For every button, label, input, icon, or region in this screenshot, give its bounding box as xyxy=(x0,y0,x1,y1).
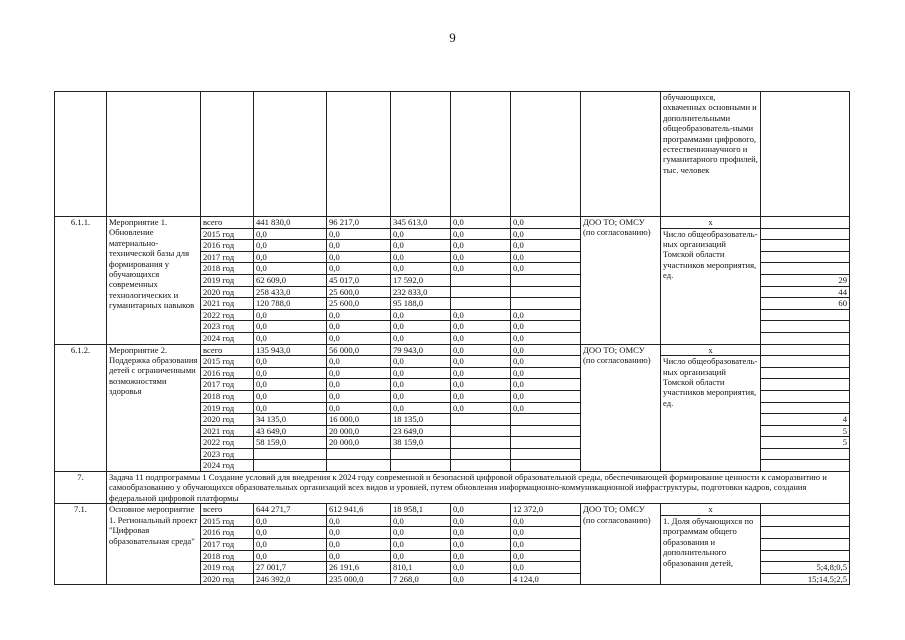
regional-cell: 18 958,1 xyxy=(391,504,451,516)
federal-cell: 0,0 xyxy=(327,539,391,551)
regional-cell: 0,0 xyxy=(391,527,451,539)
cell-empty xyxy=(201,92,254,217)
regional-cell: 0,0 xyxy=(391,321,451,333)
indicator-text: обучающихся, охваченных основными и дополнительными общеобразователь-ными программами цифрового, естественнонаучного и гуманитарного профилей, тыс. человек xyxy=(661,92,761,217)
federal-cell: 0,0 xyxy=(327,332,391,344)
federal-cell: 0,0 xyxy=(327,527,391,539)
total-cell: 0,0 xyxy=(254,228,327,240)
value-cell: 60 xyxy=(761,298,850,310)
extra-cell: 0,0 xyxy=(511,527,581,539)
year-cell: 2020 год xyxy=(201,286,254,298)
local-cell: 0,0 xyxy=(451,263,511,275)
federal-cell: 0,0 xyxy=(327,309,391,321)
value-cell xyxy=(761,402,850,414)
regional-cell: 0,0 xyxy=(391,263,451,275)
local-cell: 0,0 xyxy=(451,344,511,356)
federal-cell: 0,0 xyxy=(327,379,391,391)
extra-cell xyxy=(511,274,581,286)
indicator-cell: Число общеобразователь-ных организаций Томской области участников мероприятия, ед. xyxy=(661,356,761,472)
extra-cell xyxy=(511,448,581,460)
total-cell: 0,0 xyxy=(254,251,327,263)
year-cell: 2019 год xyxy=(201,274,254,286)
federal-cell: 235 000,0 xyxy=(327,573,391,585)
regional-cell: 0,0 xyxy=(391,539,451,551)
cell-empty xyxy=(254,92,327,217)
extra-cell: 0,0 xyxy=(511,251,581,263)
value-cell: 44 xyxy=(761,286,850,298)
indicator-cell: 1. Доля обучающихся по программам общего образования и дополнительного образования детей, xyxy=(661,515,761,585)
local-cell: 0,0 xyxy=(451,332,511,344)
cell-empty xyxy=(391,92,451,217)
extra-cell: 0,0 xyxy=(511,309,581,321)
value-cell xyxy=(761,344,850,356)
cell-empty xyxy=(581,92,661,217)
extra-cell: 12 372,0 xyxy=(511,504,581,516)
extra-cell: 0,0 xyxy=(511,550,581,562)
value-cell xyxy=(761,367,850,379)
item-name: Мероприятие 2. Поддержка образования детей с ограниченными возможностями здоровья xyxy=(107,344,201,472)
year-cell: 2023 год xyxy=(201,448,254,460)
regional-cell: 232 833,0 xyxy=(391,286,451,298)
local-cell: 0,0 xyxy=(451,504,511,516)
regional-cell: 0,0 xyxy=(391,228,451,240)
local-cell xyxy=(451,298,511,310)
local-cell: 0,0 xyxy=(451,402,511,414)
federal-cell: 0,0 xyxy=(327,356,391,368)
federal-cell: 0,0 xyxy=(327,550,391,562)
extra-cell: 0,0 xyxy=(511,367,581,379)
local-cell: 0,0 xyxy=(451,379,511,391)
extra-cell: 0,0 xyxy=(511,402,581,414)
federal-cell: 0,0 xyxy=(327,402,391,414)
regional-cell: 0,0 xyxy=(391,550,451,562)
cell-empty xyxy=(327,92,391,217)
year-cell: 2016 год xyxy=(201,240,254,252)
total-cell: 0,0 xyxy=(254,321,327,333)
total-cell: 0,0 xyxy=(254,332,327,344)
extra-cell: 0,0 xyxy=(511,332,581,344)
value-cell xyxy=(761,228,850,240)
regional-cell: 17 592,0 xyxy=(391,274,451,286)
value-cell: 5 xyxy=(761,437,850,449)
item-name: Основное мероприятие 1. Региональный проект "Цифровая образовательная среда" xyxy=(107,504,201,585)
year-cell: 2019 год xyxy=(201,562,254,574)
value-cell: 5;4,8;0,5 xyxy=(761,562,850,574)
local-cell xyxy=(451,437,511,449)
regional-cell: 0,0 xyxy=(391,240,451,252)
total-cell: 0,0 xyxy=(254,379,327,391)
regional-cell: 95 188,0 xyxy=(391,298,451,310)
year-cell: 2022 год xyxy=(201,437,254,449)
task-row xyxy=(55,472,850,504)
value-cell xyxy=(761,504,850,516)
indicator-cell: Число общеобразователь-ных организаций Томской области участников мероприятия, ед. xyxy=(661,228,761,344)
federal-cell: 0,0 xyxy=(327,321,391,333)
executor-cell: ДОО ТО; ОМСУ (по согласованию) xyxy=(581,504,661,585)
year-cell: 2021 год xyxy=(201,298,254,310)
total-cell: 0,0 xyxy=(254,240,327,252)
total-cell: 644 271,7 xyxy=(254,504,327,516)
value-cell xyxy=(761,217,850,229)
total-cell: 120 788,0 xyxy=(254,298,327,310)
regional-cell: 0,0 xyxy=(391,356,451,368)
regional-cell: 345 613,0 xyxy=(391,217,451,229)
cell-empty xyxy=(55,92,107,217)
total-cell: 246 392,0 xyxy=(254,573,327,585)
local-cell: 0,0 xyxy=(451,356,511,368)
extra-cell xyxy=(511,414,581,426)
local-cell: 0,0 xyxy=(451,573,511,585)
local-cell: 0,0 xyxy=(451,515,511,527)
table-row xyxy=(55,504,850,516)
program-table xyxy=(54,91,850,585)
regional-cell: 0,0 xyxy=(391,379,451,391)
total-cell: 0,0 xyxy=(254,309,327,321)
regional-cell: 810,1 xyxy=(391,562,451,574)
page-number: 9 xyxy=(449,30,456,45)
extra-cell: 0,0 xyxy=(511,562,581,574)
total-cell: 0,0 xyxy=(254,515,327,527)
total-cell: 258 433,0 xyxy=(254,286,327,298)
regional-cell: 0,0 xyxy=(391,402,451,414)
cell-empty xyxy=(511,92,581,217)
local-cell: 0,0 xyxy=(451,550,511,562)
value-cell: 29 xyxy=(761,274,850,286)
indicator-header: x xyxy=(661,504,761,516)
value-cell xyxy=(761,379,850,391)
cell-empty xyxy=(451,92,511,217)
year-cell: 2018 год xyxy=(201,550,254,562)
total-cell xyxy=(254,460,327,472)
extra-cell: 0,0 xyxy=(511,240,581,252)
local-cell: 0,0 xyxy=(451,251,511,263)
cell-empty xyxy=(761,92,850,217)
federal-cell: 26 191,6 xyxy=(327,562,391,574)
extra-cell xyxy=(511,298,581,310)
year-cell: 2018 год xyxy=(201,263,254,275)
local-cell: 0,0 xyxy=(451,539,511,551)
task-number: 7. xyxy=(55,472,107,504)
year-cell: 2018 год xyxy=(201,390,254,402)
local-cell xyxy=(451,414,511,426)
local-cell: 0,0 xyxy=(451,217,511,229)
regional-cell: 0,0 xyxy=(391,390,451,402)
local-cell xyxy=(451,286,511,298)
local-cell xyxy=(451,448,511,460)
federal-cell xyxy=(327,448,391,460)
extra-cell xyxy=(511,460,581,472)
year-cell: 2016 год xyxy=(201,367,254,379)
local-cell: 0,0 xyxy=(451,228,511,240)
item-number: 7.1. xyxy=(55,504,107,585)
local-cell: 0,0 xyxy=(451,367,511,379)
total-cell: 441 830,0 xyxy=(254,217,327,229)
value-cell xyxy=(761,309,850,321)
federal-cell: 56 000,0 xyxy=(327,344,391,356)
extra-cell: 0,0 xyxy=(511,228,581,240)
value-cell xyxy=(761,332,850,344)
federal-cell: 25 600,0 xyxy=(327,298,391,310)
federal-cell: 0,0 xyxy=(327,240,391,252)
value-cell xyxy=(761,527,850,539)
executor-cell: ДОО ТО; ОМСУ (по согласованию) xyxy=(581,344,661,472)
total-cell: 0,0 xyxy=(254,539,327,551)
value-cell xyxy=(761,356,850,368)
header-row xyxy=(55,92,850,217)
regional-cell: 7 268,0 xyxy=(391,573,451,585)
total-cell: 135 943,0 xyxy=(254,344,327,356)
value-cell: 4 xyxy=(761,414,850,426)
year-cell: 2015 год xyxy=(201,515,254,527)
extra-cell: 0,0 xyxy=(511,217,581,229)
federal-cell: 0,0 xyxy=(327,263,391,275)
extra-cell: 0,0 xyxy=(511,379,581,391)
item-number: 6.1.1. xyxy=(55,217,107,345)
year-cell: 2015 год xyxy=(201,356,254,368)
year-cell: 2015 год xyxy=(201,228,254,240)
value-cell xyxy=(761,515,850,527)
extra-cell xyxy=(511,286,581,298)
local-cell: 0,0 xyxy=(451,527,511,539)
year-cell: 2021 год xyxy=(201,425,254,437)
total-cell: 0,0 xyxy=(254,390,327,402)
year-cell: 2020 год xyxy=(201,573,254,585)
federal-cell: 20 000,0 xyxy=(327,437,391,449)
total-cell: 62 609,0 xyxy=(254,274,327,286)
federal-cell: 25 600,0 xyxy=(327,286,391,298)
local-cell: 0,0 xyxy=(451,240,511,252)
table-row xyxy=(55,344,850,356)
task-text: Задача 11 подпрограммы 1 Создание условий для внедрения к 2024 году современной и безопасной цифровой образовательной среды, обеспечивающей формирование ценности к саморазвитию и самообразованию у обучающихся образовательных организаций всех видов и уровней, путем обновления информационно-коммуникационной инфраструктуры, подготовки кадров, создания федеральной цифровой платформы xyxy=(107,472,850,504)
value-cell xyxy=(761,390,850,402)
value-cell xyxy=(761,460,850,472)
regional-cell: 38 159,0 xyxy=(391,437,451,449)
value-cell xyxy=(761,240,850,252)
federal-cell: 612 941,6 xyxy=(327,504,391,516)
federal-cell: 45 017,0 xyxy=(327,274,391,286)
federal-cell: 0,0 xyxy=(327,390,391,402)
year-cell: 2024 год xyxy=(201,460,254,472)
regional-cell: 0,0 xyxy=(391,332,451,344)
local-cell xyxy=(451,425,511,437)
federal-cell: 0,0 xyxy=(327,251,391,263)
federal-cell: 0,0 xyxy=(327,228,391,240)
year-cell: всего xyxy=(201,344,254,356)
total-cell: 58 159,0 xyxy=(254,437,327,449)
extra-cell: 4 124,0 xyxy=(511,573,581,585)
regional-cell xyxy=(391,448,451,460)
indicator-header: x xyxy=(661,217,761,229)
value-cell xyxy=(761,448,850,460)
total-cell: 0,0 xyxy=(254,527,327,539)
table-row xyxy=(55,217,850,229)
total-cell xyxy=(254,448,327,460)
federal-cell: 0,0 xyxy=(327,515,391,527)
item-name: Мероприятие 1. Обновление материально-технической базы для формирования у обучающихся современных технологических и гуманитарных навыков xyxy=(107,217,201,345)
value-cell xyxy=(761,539,850,551)
local-cell: 0,0 xyxy=(451,390,511,402)
federal-cell: 96 217,0 xyxy=(327,217,391,229)
total-cell: 27 001,7 xyxy=(254,562,327,574)
item-number: 6.1.2. xyxy=(55,344,107,472)
year-cell: всего xyxy=(201,504,254,516)
total-cell: 43 649,0 xyxy=(254,425,327,437)
local-cell xyxy=(451,460,511,472)
total-cell: 0,0 xyxy=(254,356,327,368)
year-cell: 2023 год xyxy=(201,321,254,333)
regional-cell xyxy=(391,460,451,472)
extra-cell: 0,0 xyxy=(511,539,581,551)
year-cell: всего xyxy=(201,217,254,229)
federal-cell: 20 000,0 xyxy=(327,425,391,437)
federal-cell: 0,0 xyxy=(327,367,391,379)
total-cell: 0,0 xyxy=(254,367,327,379)
value-cell: 5 xyxy=(761,425,850,437)
year-cell: 2020 год xyxy=(201,414,254,426)
regional-cell: 79 943,0 xyxy=(391,344,451,356)
year-cell: 2024 год xyxy=(201,332,254,344)
regional-cell: 0,0 xyxy=(391,251,451,263)
regional-cell: 0,0 xyxy=(391,367,451,379)
total-cell: 0,0 xyxy=(254,550,327,562)
total-cell: 0,0 xyxy=(254,263,327,275)
extra-cell: 0,0 xyxy=(511,356,581,368)
year-cell: 2016 год xyxy=(201,527,254,539)
local-cell: 0,0 xyxy=(451,309,511,321)
year-cell: 2017 год xyxy=(201,251,254,263)
extra-cell xyxy=(511,437,581,449)
indicator-header: x xyxy=(661,344,761,356)
extra-cell: 0,0 xyxy=(511,344,581,356)
regional-cell: 0,0 xyxy=(391,515,451,527)
local-cell: 0,0 xyxy=(451,321,511,333)
local-cell xyxy=(451,274,511,286)
year-cell: 2019 год xyxy=(201,402,254,414)
year-cell: 2022 год xyxy=(201,309,254,321)
federal-cell: 16 000,0 xyxy=(327,414,391,426)
value-cell xyxy=(761,263,850,275)
executor-cell: ДОО ТО; ОМСУ (по согласованию) xyxy=(581,217,661,345)
extra-cell: 0,0 xyxy=(511,321,581,333)
total-cell: 0,0 xyxy=(254,402,327,414)
extra-cell: 0,0 xyxy=(511,390,581,402)
extra-cell xyxy=(511,425,581,437)
year-cell: 2017 год xyxy=(201,379,254,391)
value-cell xyxy=(761,321,850,333)
cell-empty xyxy=(107,92,201,217)
local-cell: 0,0 xyxy=(451,562,511,574)
regional-cell: 0,0 xyxy=(391,309,451,321)
regional-cell: 23 649,0 xyxy=(391,425,451,437)
extra-cell: 0,0 xyxy=(511,515,581,527)
value-cell: 15;14,5;2,5 xyxy=(761,573,850,585)
value-cell xyxy=(761,550,850,562)
regional-cell: 18 135,0 xyxy=(391,414,451,426)
year-cell: 2017 год xyxy=(201,539,254,551)
extra-cell: 0,0 xyxy=(511,263,581,275)
federal-cell xyxy=(327,460,391,472)
total-cell: 34 135,0 xyxy=(254,414,327,426)
value-cell xyxy=(761,251,850,263)
